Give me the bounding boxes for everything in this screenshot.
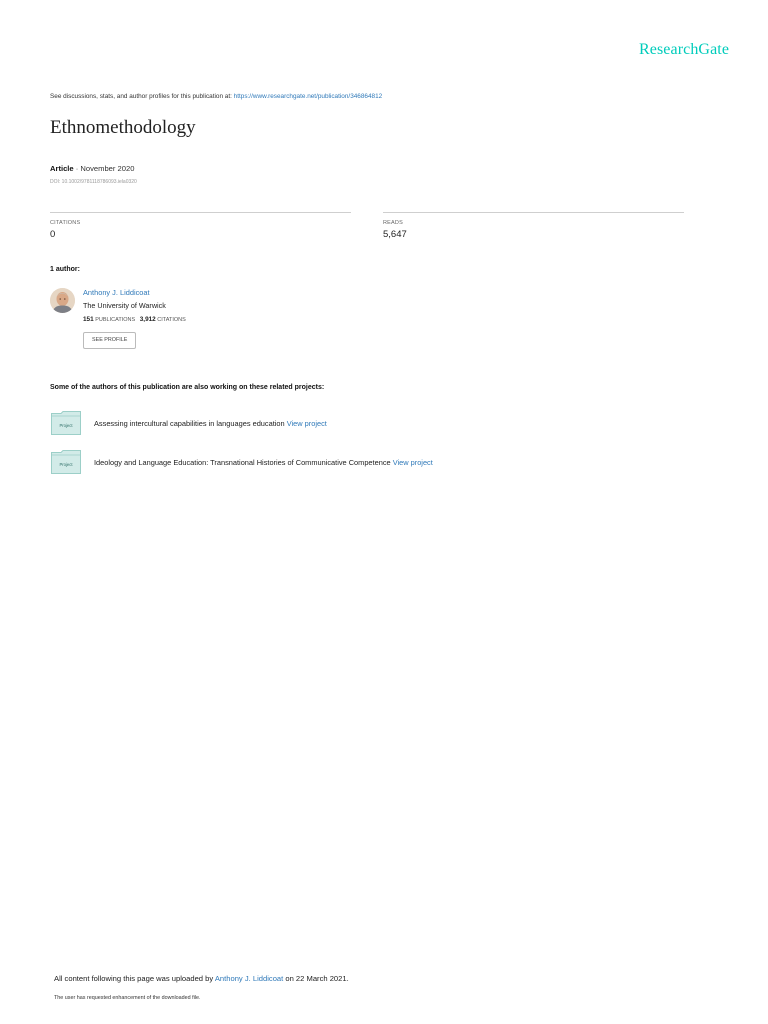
meta-separator: · [73, 164, 81, 173]
publication-url-link[interactable]: https://www.researchgate.net/publication/346864812 [233, 93, 383, 100]
authors-heading: 1 author: [50, 266, 80, 273]
project-title: Ideology and Language Education: Transnational Histories of Communicative Competence [94, 457, 391, 467]
uploader-link[interactable]: Anthony J. Liddicoat [214, 974, 284, 983]
publication-title: Ethnomethodology [50, 117, 196, 138]
publication-date: November 2020 [80, 164, 135, 173]
discussion-prefix: See discussions, stats, and author profiles for this publication at: [50, 93, 232, 100]
author-citations-label: CITATIONS [157, 317, 186, 323]
publication-meta [50, 164, 134, 173]
reads-stat [383, 212, 684, 240]
project-folder-label: Project [59, 423, 73, 428]
publication-doi: DOI: 10.1002/9781118786093.iela0320 [50, 179, 137, 185]
upload-notice [54, 974, 349, 983]
citations-value: 0 [50, 229, 56, 240]
reads-value: 5,647 [383, 229, 407, 240]
author-citations-count: 3,912 [139, 316, 156, 323]
publication-type: Article [50, 164, 74, 173]
project-title: Assessing intercultural capabilities in languages education [94, 418, 285, 428]
enhancement-notice: The user has requested enhancement of the downloaded file. [54, 995, 201, 1001]
related-project-item [50, 410, 327, 436]
related-project-item [50, 449, 433, 475]
researchgate-logo[interactable]: ResearchGate [639, 41, 730, 58]
view-project-link[interactable]: View project [392, 457, 433, 467]
project-folder-icon [50, 410, 82, 436]
avatar-portrait-icon [50, 288, 75, 313]
see-profile-button[interactable]: SEE PROFILE [83, 332, 136, 349]
upload-date: on 22 March 2021. [285, 974, 349, 983]
related-projects-heading: Some of the authors of this publication are also working on these related projects: [50, 384, 325, 391]
view-project-link[interactable]: View project [286, 418, 327, 428]
author-publications-count: 151 [83, 316, 94, 323]
author-avatar[interactable] [50, 288, 75, 313]
citations-stat [50, 212, 351, 240]
author-stats [83, 316, 186, 323]
project-folder-icon [50, 449, 82, 475]
upload-prefix: All content following this page was uploaded by [54, 974, 214, 983]
author-name-link[interactable]: Anthony J. Liddicoat [83, 288, 150, 297]
author-institution: The University of Warwick [83, 301, 166, 310]
citations-label: CITATIONS [50, 220, 81, 226]
project-folder-label: Project [59, 462, 73, 467]
reads-label: READS [383, 220, 403, 226]
discussion-line [50, 93, 382, 100]
author-publications-label: PUBLICATIONS [95, 317, 136, 323]
author-card [83, 288, 186, 349]
